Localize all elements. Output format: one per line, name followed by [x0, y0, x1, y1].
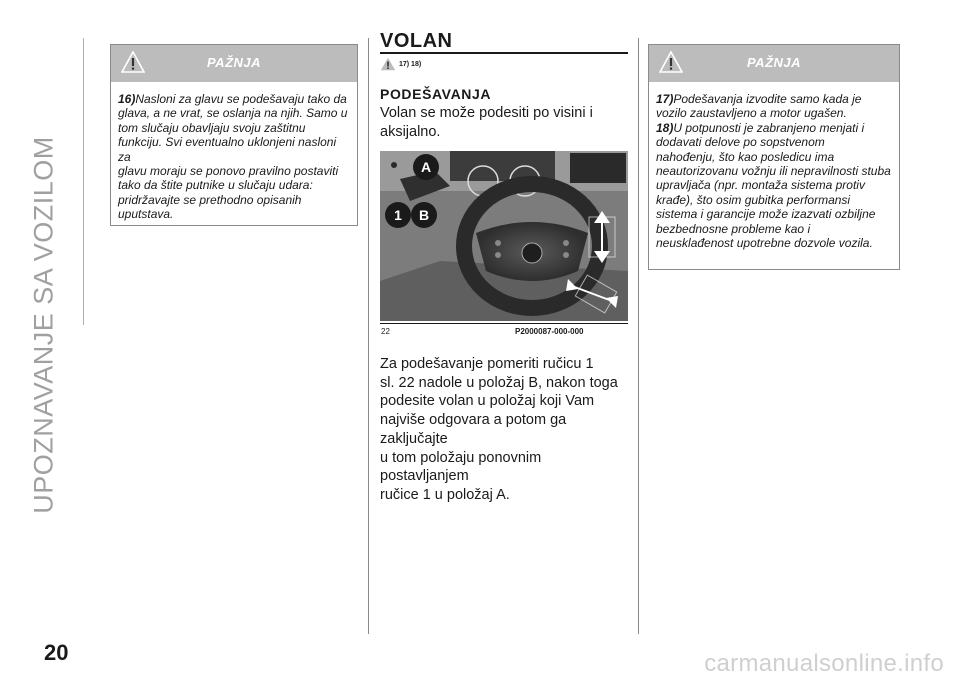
body-line: Za podešavanje pomeriti ručicu 1	[380, 356, 594, 372]
watermark: carmanualsonline.info	[704, 650, 944, 677]
warning-box-right	[648, 44, 900, 270]
refs-text: 17) 18)	[399, 60, 422, 68]
page-number: 20	[44, 640, 69, 665]
warning-line: bezbednosne probleme kao i	[656, 221, 811, 236]
warning-line: tom slučaju obavljaju svoju zaštitnu	[118, 120, 306, 135]
figure-label-b: B	[418, 207, 430, 223]
body-line: u tom položaju ponovnim postavljanjem	[380, 449, 542, 485]
warning-title: PAŽNJA	[746, 55, 802, 70]
warning-refs	[380, 57, 421, 71]
warning-title: PAŽNJA	[206, 55, 262, 70]
warning-line: glavu moraju se ponovo pravilno postaviti	[118, 164, 339, 179]
subheading: PODEŠAVANJA	[380, 86, 492, 102]
warning-line: tako da štite putnike u slučaju udara:	[118, 178, 313, 193]
page-title: VOLAN	[380, 30, 453, 52]
warning-line: vozilo zaustavljeno a motor ugašen.	[656, 106, 847, 121]
intro-line: Volan se može podesiti po visini i	[380, 105, 593, 121]
warning-line: pridržavajte se prethodno opisanih	[118, 192, 302, 207]
body-line: ručice 1 u položaj A.	[380, 486, 510, 503]
warning-ref: 16)	[118, 92, 136, 106]
warning-line: nahođenju, što kao posledicu ima	[656, 149, 835, 164]
figure-number: 22	[381, 327, 390, 336]
body-line: sl. 22 nadole u položaj B, nakon toga	[380, 374, 618, 391]
warning-header	[111, 45, 357, 82]
intro-paragraph	[380, 104, 630, 141]
steering-wheel-figure	[380, 151, 628, 321]
warning-line: glava, a ne vrat, se oslanja na njih. Samo u	[118, 106, 348, 121]
warning-line: upravljača (npr. montaža sistema protiv	[656, 178, 865, 193]
warning-box-left	[110, 44, 358, 226]
warning-line: sistema i garancije može izazvati ozbiljne	[656, 207, 876, 222]
warning-line: neusklađenost upotrebne dozvole vozila.	[656, 236, 873, 251]
column-divider-left	[368, 38, 369, 634]
figure-code: P2000087-000-000	[515, 327, 584, 336]
sidebar-divider	[83, 38, 84, 325]
warning-line: uputstava.	[118, 207, 174, 222]
warning-line: Nasloni za glavu se podešavaju tako da	[135, 92, 347, 106]
warning-line: dodavati delove po sopstvenom	[656, 135, 825, 150]
title-underline	[380, 52, 628, 54]
figure-label-1: 1	[394, 207, 402, 223]
warning-line: krađe), što osim gubitka performansi	[656, 192, 851, 207]
warning-line: funkciju. Svi eventualno uklonjeni nasloni za	[118, 135, 337, 164]
figure-label-a: A	[420, 159, 432, 175]
intro-line: aksijalno.	[380, 123, 441, 140]
body-line: najviše odgovara a potom ga zaključajte	[380, 412, 567, 447]
warning-triangle-icon	[380, 57, 396, 71]
figure-caption-rule	[380, 323, 628, 324]
warning-ref: 17)	[656, 92, 674, 106]
body-paragraph	[380, 355, 632, 505]
section-title-text: UPOZNAVANJE SA VOZILOM	[28, 136, 59, 514]
warning-body	[111, 82, 357, 230]
body-line: podesite volan u položaj koji Vam	[380, 393, 595, 410]
warning-line: Podešavanja izvodite samo kada je	[673, 92, 862, 106]
warning-body	[649, 82, 899, 258]
column-divider-right	[638, 38, 639, 634]
warning-header	[649, 45, 899, 82]
warning-line: U potpunosti je zabranjeno menjati i	[673, 120, 865, 135]
steering-wheel-illustration	[380, 151, 628, 321]
warning-line: neautorizovanu vožnju ili nepravilnosti stuba	[656, 164, 891, 179]
warning-ref: 18)	[656, 120, 674, 135]
